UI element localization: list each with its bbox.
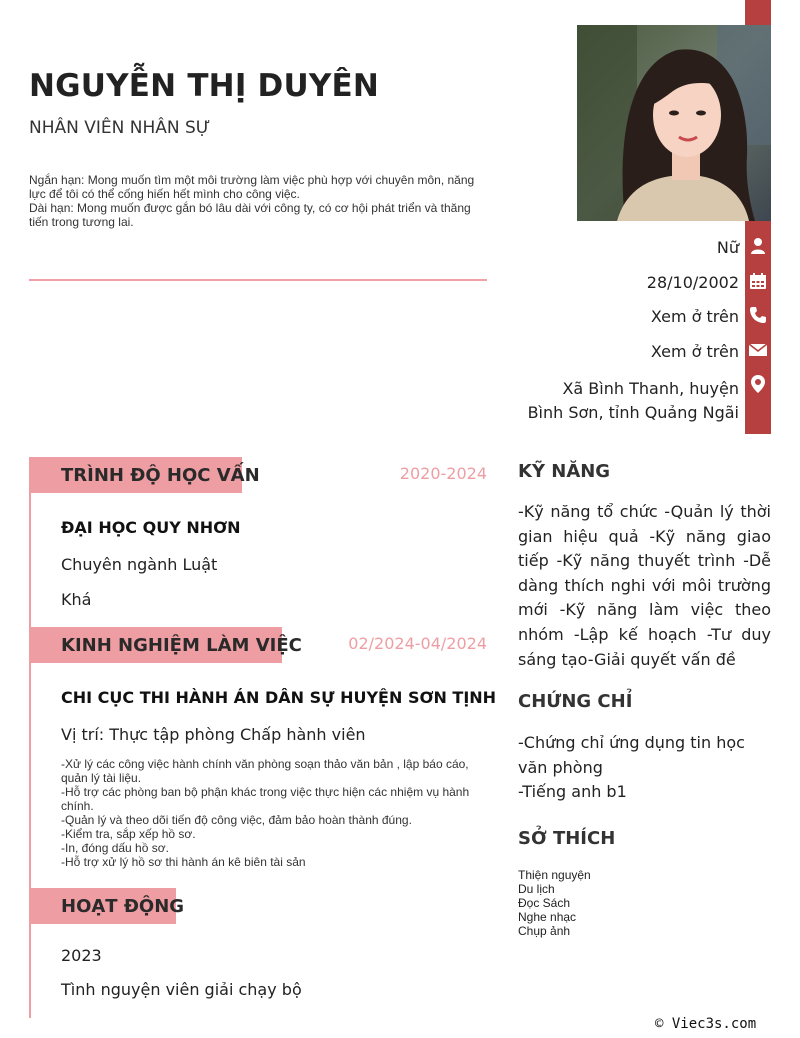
education-date: 2020-2024 [399,464,487,483]
certificates-section-title: CHỨNG CHỈ [518,691,633,712]
duty-item: -Hỗ trợ các phòng ban bộ phận khác trong việc thực hiện các nhiệm vụ hành chính. [61,785,470,813]
location-icon [748,374,768,394]
certificates-list [518,731,771,805]
experience-duties [61,757,481,869]
contact-birthday: 28/10/2002 [646,273,739,292]
contact-address: Xã Bình Thanh, huyện Bình Sơn, tỉnh Quảng Ngãi [527,379,739,422]
profile-photo [577,25,771,221]
hobbies-section-title: SỞ THÍCH [518,828,616,849]
certificate-item: -Chứng chỉ ứng dụng tin học văn phòng [518,733,745,777]
experience-position: Vị trí: Thực tập phòng Chấp hành viên [61,725,366,744]
duty-item: -In, đóng dấu hồ sơ. [61,841,169,855]
hobby-item: Chụp ảnh [518,924,571,938]
experience-section-title: KINH NGHIỆM LÀM VIỆC [29,627,282,663]
skills-text: -Kỹ năng tổ chức -Quản lý thời gian hiệu quả -Kỹ năng giao tiếp -Kỹ năng thuyết trình -Dễ dàng thích nghi với môi trường mới -Kỹ năng làm việc theo nhóm -Lập kế hoạch -Tư duy sáng tạo-Giải quyết vấn đề [518,502,771,669]
hobbies-list [518,868,591,938]
calendar-icon [748,271,768,291]
skills-section-title: KỸ NĂNG [518,461,611,482]
duty-item: -Quản lý và theo dõi tiến độ công việc, đảm bảo hoàn thành đúng. [61,813,412,827]
job-title: NHÂN VIÊN NHÂN SỰ [29,118,211,138]
timeline-line [29,493,31,1018]
hobby-item: Nghe nhạc [518,910,577,924]
contact-phone: Xem ở trên [650,307,739,326]
certificate-item: -Tiếng anh b1 [518,782,627,802]
duty-item: -Xử lý các công việc hành chính văn phòng soạn thảo văn bản , lập báo cáo, quản lý tài liệu. [61,757,469,785]
phone-icon [748,305,768,325]
duty-item: -Hỗ trợ xử lý hồ sơ thi hành án kê biên tài sản [61,855,306,869]
contact-gender: Nữ [716,238,739,257]
header-divider [29,279,487,281]
activity-description: Tình nguyện viên giải chạy bộ [61,980,302,999]
hobby-item: Thiện nguyện [518,868,591,882]
activity-year: 2023 [61,946,102,965]
mail-icon [748,340,768,360]
candidate-name: NGUYỄN THỊ DUYÊN [29,68,380,104]
education-grade: Khá [61,590,92,609]
hobby-item: Đọc Sách [518,896,571,910]
objective-short-term: Ngắn hạn: Mong muốn tìm một môi trường làm việc phù hợp với chuyên môn, năng lực để tôi có thể cống hiến hết mình cho công việc. [29,173,475,201]
career-objective [29,173,487,229]
education-school: ĐẠI HỌC QUY NHƠN [61,518,241,537]
experience-date: 02/2024-04/2024 [348,634,487,653]
duty-item: -Kiểm tra, sắp xếp hồ sơ. [61,827,196,841]
objective-long-term: Dài hạn: Mong muốn được gắn bó lâu dài với công ty, có cơ hội phát triển và thăng tiến trong tương lai. [29,201,471,229]
activities-section-title: HOẠT ĐỘNG [29,888,176,924]
watermark: © Viec3s.com [655,1016,757,1032]
hobby-item: Du lịch [518,882,555,896]
education-major: Chuyên ngành Luật [61,555,218,574]
experience-company: CHI CỤC THI HÀNH ÁN DÂN SỰ HUYỆN SƠN TỊNH [61,688,497,707]
contact-email: Xem ở trên [650,342,739,361]
education-section-title: TRÌNH ĐỘ HỌC VẤN [29,457,242,493]
person-icon [748,236,768,256]
